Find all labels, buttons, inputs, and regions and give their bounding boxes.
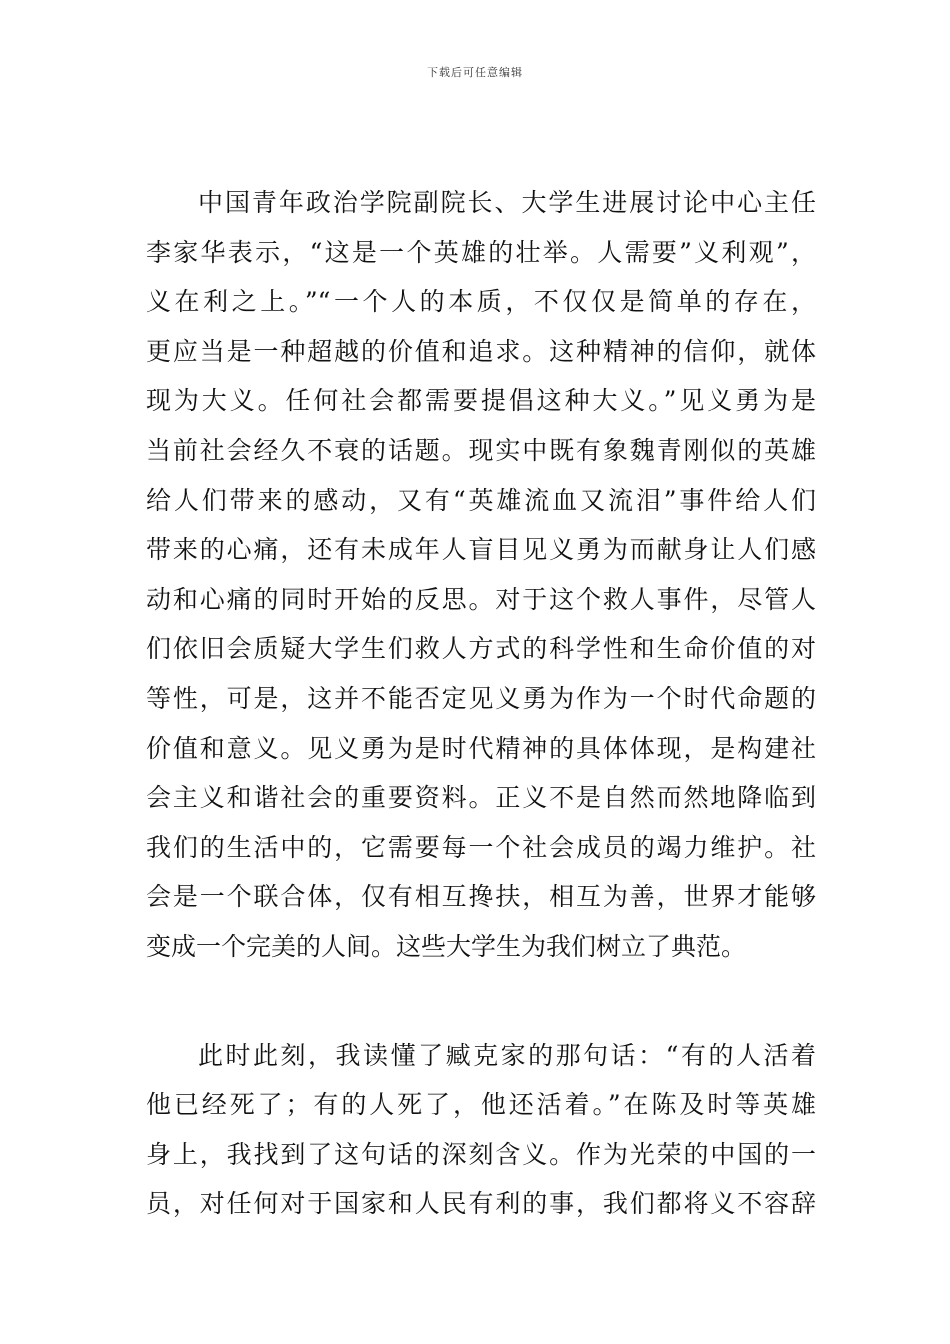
text-line: 中国青年政治学院副院长、大学生进展讨论中心主任 (198, 188, 816, 217)
text-line: 身上，我找到了这句话的深刻含义。作为光荣的中国的一 (146, 1139, 816, 1169)
text-line: 给人们带来的感动，又有“英雄流血又流泪”事件给人们 (146, 485, 816, 515)
text-line: 等性，可是，这并不能否定见义勇为作为一个时代命题的 (146, 683, 816, 713)
text-line: 当前社会经久不衰的话题。现实中既有象魏青刚似的英雄 (146, 435, 816, 465)
paragraph-spacer (146, 972, 816, 1031)
text-line: 变成一个完美的人间。这些大学生为我们树立了典范。 (146, 931, 747, 961)
text-line: 他已经死了；有的人死了，他还活着。”在陈及时等英雄 (146, 1090, 816, 1120)
text-line: 李家华表示，“这是一个英雄的壮举。人需要”义利观”， (146, 237, 816, 267)
text-line: 此时此刻，我读懂了臧克家的那句话：“有的人活着 (198, 1040, 816, 1070)
text-line: 义在利之上。”“一个人的本质，不仅仅是简单的存在， (146, 287, 816, 317)
text-line: 带来的心痛，还有未成年人盲目见义勇为而献身让人们感 (146, 535, 816, 565)
text-line: 会是一个联合体，仅有相互搀扶，相互为善，世界才能够 (146, 882, 816, 912)
text-line: 员，对任何对于国家和人民有利的事，我们都将义不容辞 (146, 1189, 816, 1219)
document-body (146, 178, 816, 1229)
paragraph-1 (146, 178, 816, 972)
text-line: 现为大义。任何社会都需要提倡这种大义。”见义勇为是 (146, 386, 816, 416)
text-line: 价值和意义。见义勇为是时代精神的具体体现，是构建社 (146, 733, 816, 763)
paragraph-2 (146, 1031, 816, 1229)
text-line: 我们的生活中的，它需要每一个社会成员的竭力维护。社 (146, 832, 816, 862)
text-line: 们依旧会质疑大学生们救人方式的科学性和生命价值的对 (146, 634, 816, 664)
text-line: 会主义和谐社会的重要资料。正义不是自然而然地降临到 (146, 783, 816, 813)
page-header: 下载后可任意编辑 (427, 66, 523, 79)
text-line: 动和心痛的同时开始的反思。对于这个救人事件，尽管人 (146, 584, 816, 614)
text-line: 更应当是一种超越的价值和追求。这种精神的信仰，就体 (146, 336, 816, 366)
